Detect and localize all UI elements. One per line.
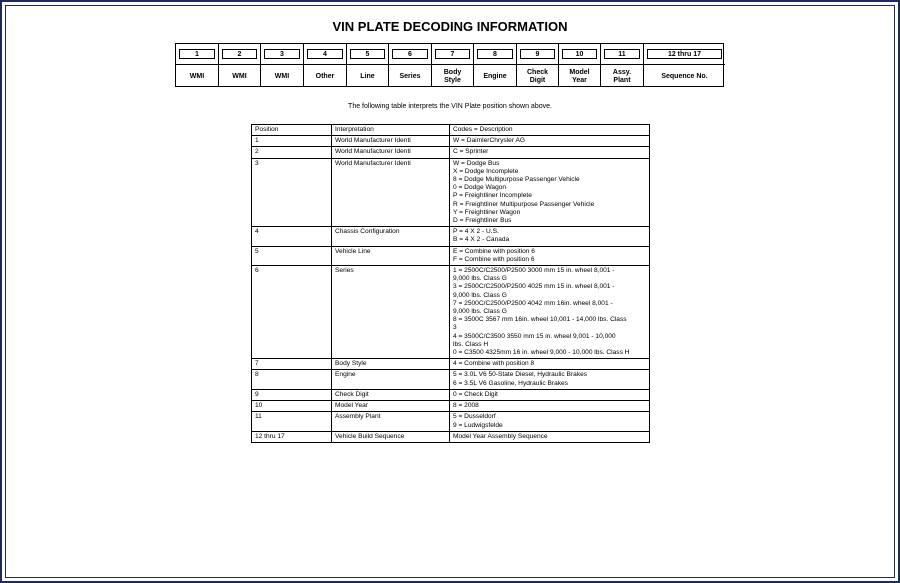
vin-plate-position-label xyxy=(517,64,558,88)
position-cell: 12 thru 17 xyxy=(252,431,332,442)
codes-cell: 5 = Dusseldorf 9 = Ludwigsfelde xyxy=(450,412,650,431)
vin-plate-position-label xyxy=(432,64,473,88)
interpretation-cell: Check Digit xyxy=(332,389,450,400)
position-cell: 9 xyxy=(252,389,332,400)
table-header-row xyxy=(252,125,650,136)
vin-plate-position-label xyxy=(347,64,388,88)
vin-plate-position-label xyxy=(304,64,346,88)
vin-plate-position-number: 4 xyxy=(307,49,343,59)
table-row xyxy=(252,266,650,359)
position-cell: 11 xyxy=(252,412,332,431)
table-header-cell: Codes = Description xyxy=(450,125,650,136)
interpretation-cell: Engine xyxy=(332,370,450,389)
position-cell: 1 xyxy=(252,136,332,147)
vin-plate-position-label-text: Other xyxy=(315,72,335,80)
vin-plate-position-number: 3 xyxy=(264,49,300,59)
vin-plate-position-6 xyxy=(389,44,432,86)
table-row xyxy=(252,246,650,265)
vin-plate-position-label xyxy=(474,64,516,88)
vin-plate-position-4 xyxy=(304,44,347,86)
vin-plate-position-7 xyxy=(432,44,474,86)
vin-plate-position-number: 11 xyxy=(604,49,640,59)
vin-plate-position-5 xyxy=(347,44,389,86)
interpretation-cell: Series xyxy=(332,266,450,359)
vin-plate-position-number: 12 thru 17 xyxy=(647,49,722,59)
table-row xyxy=(252,147,650,158)
vin-plate-position-label-text: Body Style xyxy=(443,68,462,84)
vin-plate-position-number: 7 xyxy=(435,49,470,59)
table-row xyxy=(252,370,650,389)
vin-plate-position-label xyxy=(644,64,725,88)
vin-plate-position-2 xyxy=(219,44,261,86)
vin-plate-position-label-text: Check Digit xyxy=(526,68,548,84)
vin-plate-position-label xyxy=(389,64,431,88)
vin-plate-position-label-text: Engine xyxy=(483,72,507,80)
vin-plate-position-label xyxy=(176,64,218,88)
position-cell: 3 xyxy=(252,158,332,227)
table-row xyxy=(252,158,650,227)
vin-plate-position-8 xyxy=(474,44,517,86)
position-cell: 4 xyxy=(252,227,332,246)
codes-cell: 4 = Combine with position 8 xyxy=(450,359,650,370)
table-row xyxy=(252,359,650,370)
position-cell: 7 xyxy=(252,359,332,370)
vin-plate-position-number: 2 xyxy=(222,49,257,59)
table-row xyxy=(252,431,650,442)
table-row xyxy=(252,227,650,246)
vin-plate-position-number: 1 xyxy=(179,49,215,59)
table-row xyxy=(252,136,650,147)
interpretation-cell: World Manufacturer Identi xyxy=(332,136,450,147)
position-cell: 2 xyxy=(252,147,332,158)
vin-plate-position-label-text: Model Year xyxy=(569,68,590,84)
vin-plate-position-label-text: Assy. Plant xyxy=(612,68,632,84)
codes-cell: Model Year Assembly Sequence xyxy=(450,431,650,442)
vin-plate-position-3 xyxy=(261,44,304,86)
vin-plate-position-number: 6 xyxy=(392,49,428,59)
vin-plate-position-label-text: Series xyxy=(399,72,421,80)
vin-decoding-table xyxy=(251,124,650,443)
position-cell: 6 xyxy=(252,266,332,359)
table-row xyxy=(252,401,650,412)
vin-plate-position-number: 5 xyxy=(350,49,385,59)
codes-cell: 5 = 3.0L V6 50-State Diesel, Hydraulic Brakes 6 = 3.5L V6 Gasoline, Hydraulic Brakes xyxy=(450,370,650,389)
interpretation-cell: World Manufacturer Identi xyxy=(332,158,450,227)
page-title: VIN PLATE DECODING INFORMATION xyxy=(332,19,568,34)
vin-plate-position-label-text: WMI xyxy=(189,72,205,80)
codes-cell: 8 = 2008 xyxy=(450,401,650,412)
vin-plate-position-1 xyxy=(176,44,219,86)
vin-plate xyxy=(175,43,724,87)
vin-plate-position-number: 8 xyxy=(477,49,513,59)
position-cell: 8 xyxy=(252,370,332,389)
vin-plate-position-label-text: Line xyxy=(360,72,375,80)
vin-plate-position-label xyxy=(219,64,260,88)
codes-cell: C = Sprinter xyxy=(450,147,650,158)
vin-plate-position-label xyxy=(601,64,643,88)
table-row xyxy=(252,389,650,400)
table-header-cell: Position xyxy=(252,125,332,136)
table-header-cell: Interpretation xyxy=(332,125,450,136)
codes-cell: W = DaimlerChrysler AG xyxy=(450,136,650,147)
interpretation-cell: Model Year xyxy=(332,401,450,412)
vin-plate-position-10 xyxy=(559,44,601,86)
vin-plate-position-label-text: Sequence No. xyxy=(661,72,708,80)
position-cell: 10 xyxy=(252,401,332,412)
interpretation-cell: World Manufacturer Identi xyxy=(332,147,450,158)
vin-plate-position-9 xyxy=(517,44,559,86)
interpretation-cell: Chassis Configuration xyxy=(332,227,450,246)
vin-plate-position-label-text: WMI xyxy=(274,72,290,80)
codes-cell: 0 = Check Digit xyxy=(450,389,650,400)
interpretation-cell: Body Style xyxy=(332,359,450,370)
position-cell: 5 xyxy=(252,246,332,265)
table-row xyxy=(252,412,650,431)
interpretation-cell: Vehicle Build Sequence xyxy=(332,431,450,442)
interpretation-cell: Assembly Plant xyxy=(332,412,450,431)
codes-cell: E = Combine with position 6 F = Combine with position 6 xyxy=(450,246,650,265)
vin-plate-position-label-text: WMI xyxy=(232,72,247,80)
vin-plate-position-12 xyxy=(644,44,725,86)
vin-plate-position-number: 9 xyxy=(520,49,555,59)
codes-cell: W = Dodge Bus X = Dodge Incomplete 8 = Dodge Multipurpose Passenger Vehicle 0 = Dodge Wagon P = Freightliner Incomplete R = Freightliner Multipurpose Passenger Vehicle Y = Freightliner Wagon D = Freightliner Bus xyxy=(450,158,650,227)
vin-plate-position-label xyxy=(261,64,303,88)
vin-plate-position-11 xyxy=(601,44,644,86)
codes-cell: 1 = 2500C/C2500/P2500 3000 mm 15 in. wheel 8,001 - 9,000 lbs. Class G 3 = 2500C/C2500/P2500 4025 mm 15 in. wheel 8,001 - 9,000 lbs. Class G 7 = 2500C/C2500/P2500 4042 mm 16in. wheel 8,001 - 9,000 lbs. Class G 8 = 3500C 3567 mm 16in. wheel 10,001 - 14,000 lbs. Class 3 4 = 3500C/C3500 3550 mm 15 in. wheel 9,001 - 10,000 lbs. Class H 0 = C3500 4325mm 16 in. wheel 9,000 - 10,000 lbs. Class H xyxy=(450,266,650,359)
codes-cell: P = 4 X 2 - U.S. B = 4 X 2 - Canada xyxy=(450,227,650,246)
intro-text: The following table interprets the VIN Plate position shown above. xyxy=(348,103,552,110)
interpretation-cell: Vehicle Line xyxy=(332,246,450,265)
vin-plate-position-label xyxy=(559,64,600,88)
vin-plate-position-number: 10 xyxy=(562,49,597,59)
